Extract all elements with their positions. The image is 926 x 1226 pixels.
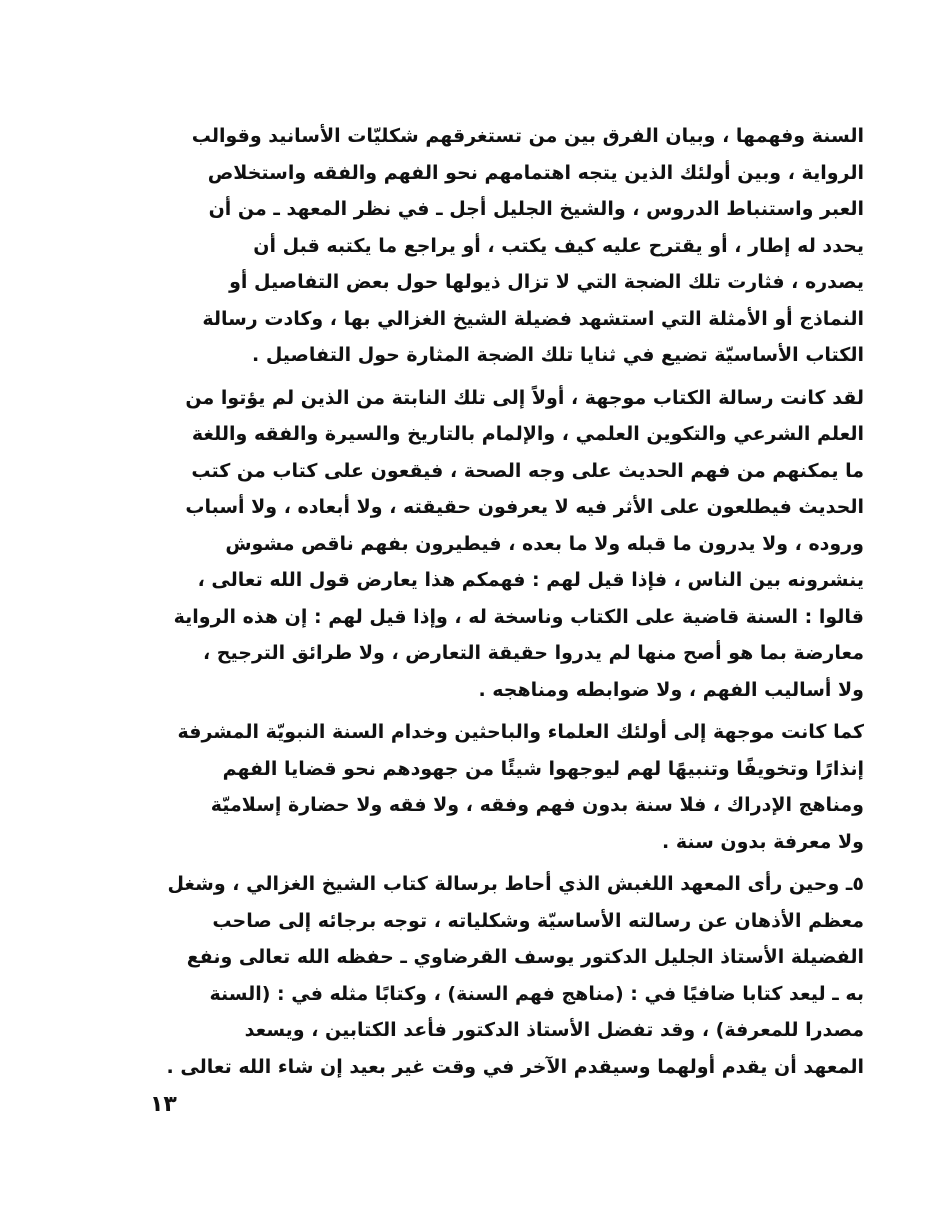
text-line: إنذارًا وتخويفًا وتنبيهًا لهم ليوجهوا شيئًا من جهودهم نحو قضايا الفهم [222, 757, 864, 780]
paragraph-4 [150, 866, 864, 1085]
page-body [150, 118, 864, 1085]
text-line: وروده ، ولا يدرون ما قبله ولا ما بعده ، فيطيرون بفهم ناقص مشوش [225, 532, 864, 555]
text-line: ما يمكنهم من فهم الحديث على وجه الصحة ، فيقعون على كتاب من كتب [191, 459, 864, 482]
page-number: ١٣ [150, 1092, 177, 1117]
text-line: ينشرونه بين الناس ، فإذا قيل لهم : فهمكم هذا يعارض قول الله تعالى ، [197, 569, 864, 591]
text-line: الفضيلة الأستاذ الجليل الدكتور يوسف القرضاوي ـ حفظه الله تعالى ونفع [186, 946, 864, 968]
text-line: الكتاب الأساسيّة تضيع في ثنايا تلك الضجة المثارة حول التفاصيل . [251, 344, 864, 366]
text-line: ومناهج الإدراك ، فلا سنة بدون فهم وفقه ، ولا فقه ولا حضارة إسلاميّة [210, 794, 864, 816]
text-line: معارضة بما هو أصح منها لم يدروا حقيقة التعارض ، ولا طرائق الترجيح ، [202, 642, 864, 664]
text-line: النماذج أو الأمثلة التي استشهد فضيلة الشيخ الغزالي بها ، وكادت رسالة [202, 307, 864, 330]
paragraph-1 [150, 118, 864, 374]
text-line: السنة وفهمها ، وبيان الفرق بين من تستغرقهم شكليّات الأسانيد وقوالب [191, 125, 864, 147]
text-line: الرواية ، وبين أولئك الذين يتجه اهتمامهم نحو الفهم والفقه واستخلاص [207, 161, 864, 184]
text-line: ولا معرفة بدون سنة . [661, 830, 864, 853]
paragraph-2 [150, 380, 864, 709]
text-line: به ـ ليعد كتابا ضافيًا في : (مناهج فهم السنة) ، وكتابًا مثله في : (السنة [209, 982, 864, 1005]
text-line: العبر واستنباط الدروس ، والشيخ الجليل أجل ـ في نظر المعهد ـ من أن [208, 198, 864, 220]
text-line: ٥ـ وحين رأى المعهد اللغبش الذي أحاط برسالة كتاب الشيخ الغزالي ، وشغل [167, 873, 864, 895]
text-line: العلم الشرعي والتكوين العلمي ، والإلمام بالتاريخ والسيرة والفقه واللغة [191, 423, 864, 445]
text-line: الحديث فيطلعون على الأثر فيه لا يعرفون حقيقته ، ولا أبعاده ، ولا أسباب [185, 496, 864, 518]
text-line: المعهد أن يقدم أولهما وسيقدم الآخر في وقت غير بعيد إن شاء الله تعالى . [166, 1055, 864, 1078]
paragraph-3 [150, 714, 864, 860]
text-line: لقد كانت رسالة الكتاب موجهة ، أولاً إلى تلك النابتة من الذين لم يؤتوا من [185, 386, 864, 409]
text-line: معظم الأذهان عن رسالته الأساسيّة وشكلياته ، توجه برجائه إلى صاحب [212, 909, 864, 932]
text-line: مصدرا للمعرفة) ، وقد تفضل الأستاذ الدكتور فأعد الكتابين ، ويسعد [244, 1019, 864, 1041]
text-line: يصدره ، فثارت تلك الضجة التي لا تزال ذيولها حول بعض التفاصيل أو [229, 271, 864, 293]
text-line: ولا أساليب الفهم ، ولا ضوابطه ومناهجه . [478, 678, 864, 701]
text-line: كما كانت موجهة إلى أولئك العلماء والباحثين وخدام السنة النبويّة المشرفة [177, 721, 864, 743]
text-line: يحدد له إطار ، أو يقترح عليه كيف يكتب ، أو يراجع ما يكتبه قبل أن [253, 234, 864, 257]
text-line: قالوا : السنة قاضية على الكتاب وناسخة له ، وإذا قيل لهم : إن هذه الرواية [173, 605, 864, 628]
